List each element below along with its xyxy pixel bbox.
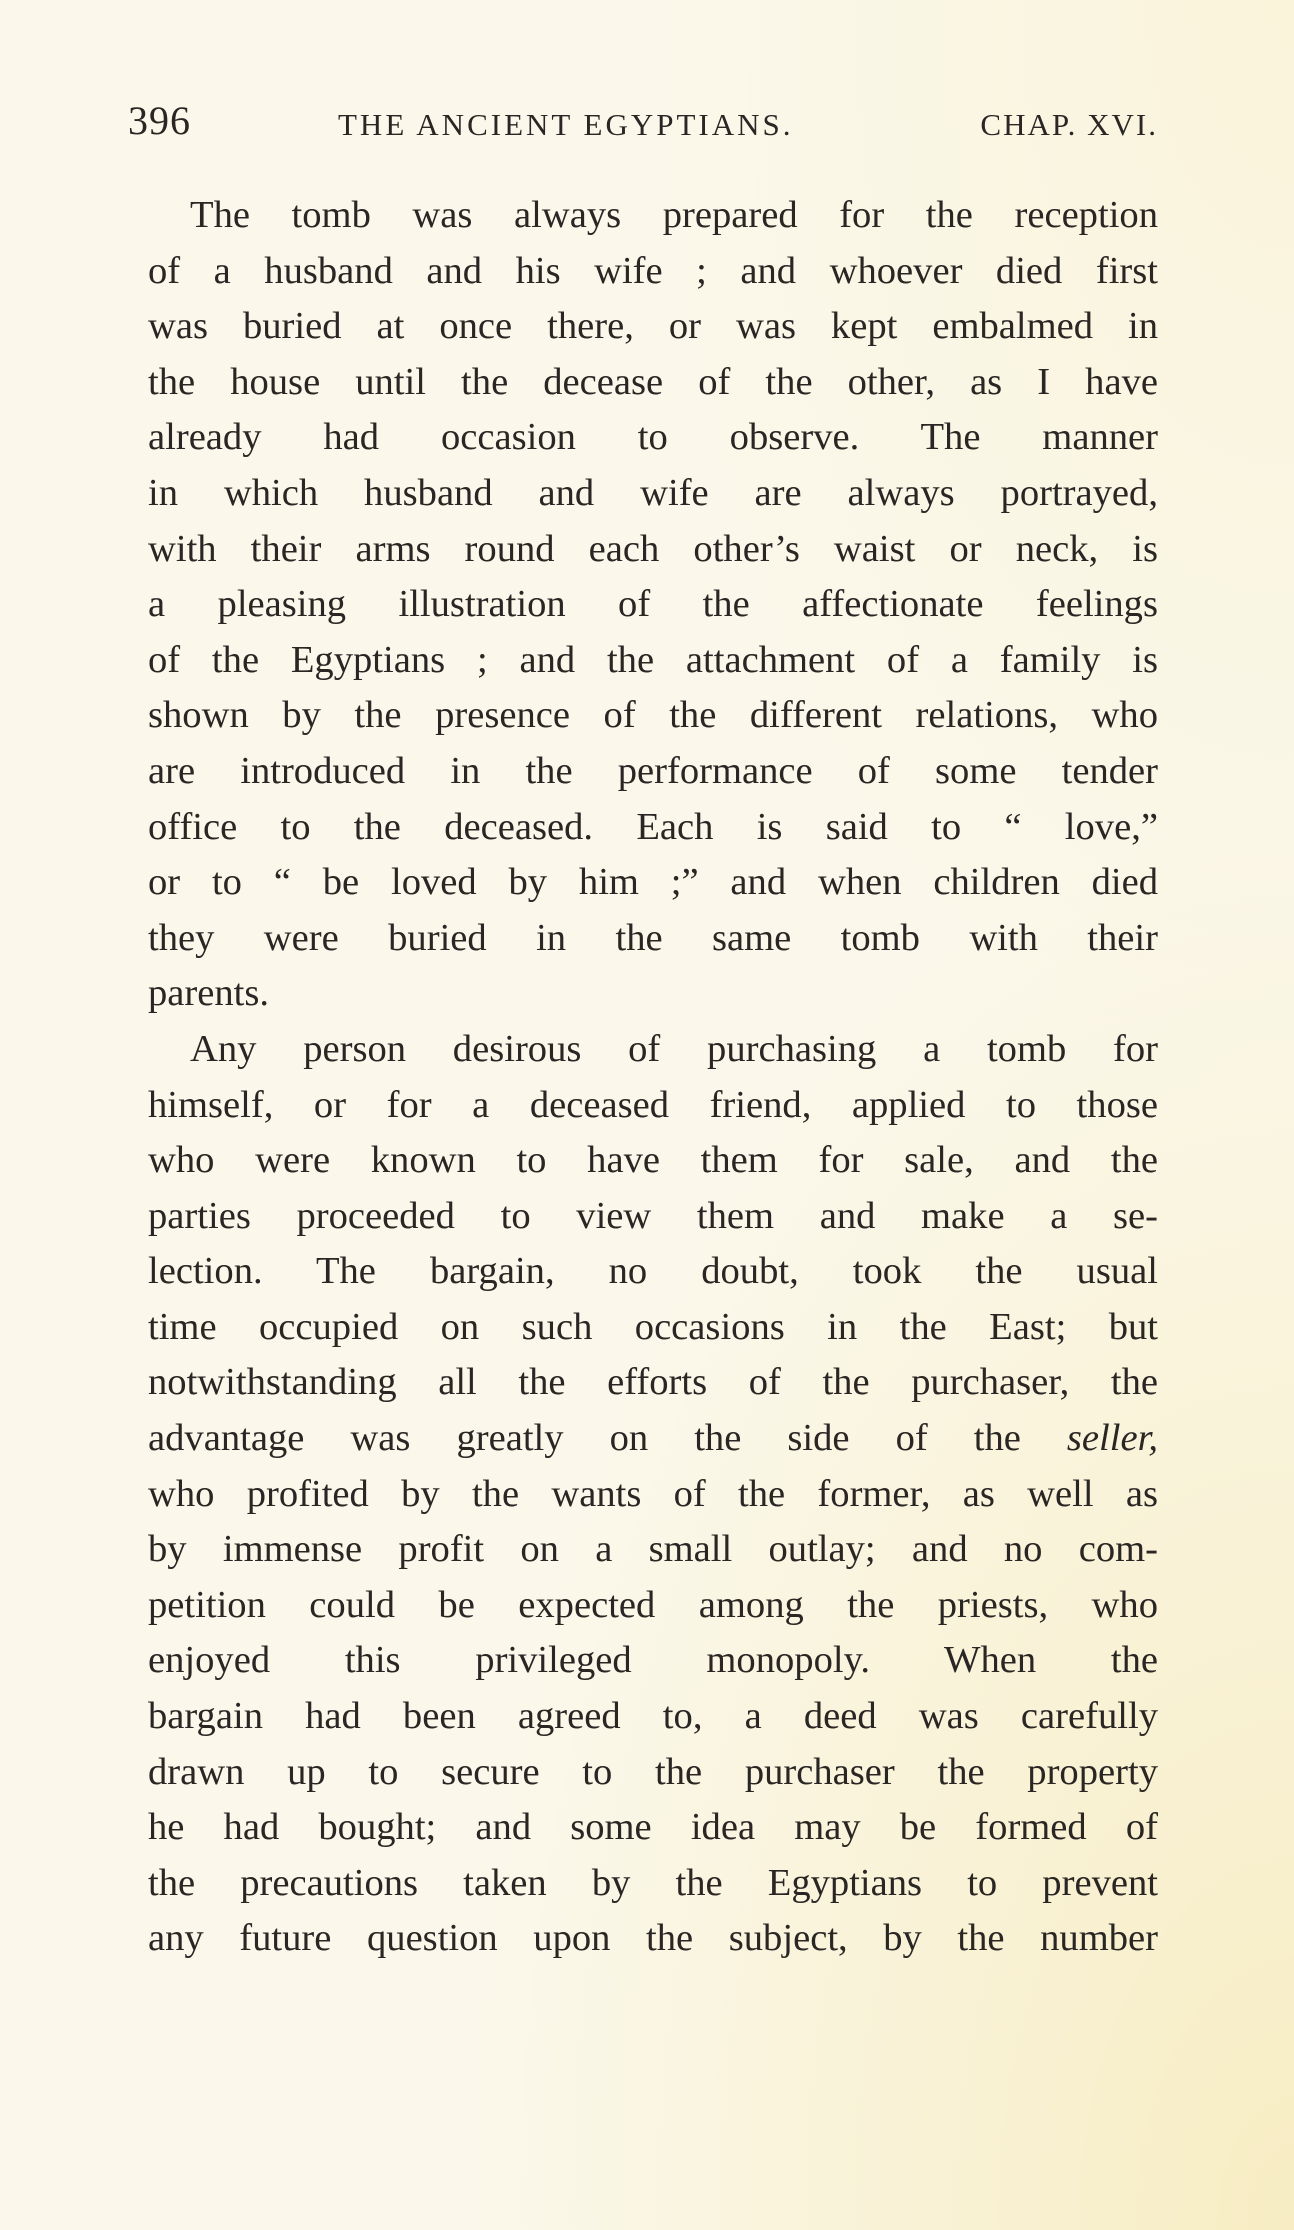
italic-word: seller,	[1066, 1417, 1158, 1460]
text-line: a pleasing illustration of the affectionate feelings	[148, 583, 1158, 626]
text-line: they were buried in the same tomb with their	[148, 916, 1158, 959]
text-line: parties proceeded to view them and make a se-	[148, 1194, 1158, 1237]
text-line: shown by the presence of the different relations, who	[148, 694, 1158, 737]
text-line: the house until the decease of the other, as I have	[148, 360, 1158, 403]
text-line: parents.	[148, 972, 270, 1015]
text-line: of a husband and his wife ; and whoever died first	[148, 249, 1158, 292]
text-line: who profited by the wants of the former, as well as	[148, 1472, 1158, 1515]
text-line-seller	[148, 1411, 1158, 1467]
text-line: office to the deceased. Each is said to “ love,”	[148, 805, 1158, 848]
text-line: any future question upon the subject, by the number	[148, 1917, 1158, 1960]
text-segment: advantage was greatly on the side of the	[148, 1417, 1067, 1460]
running-title: THE ANCIENT EGYPTIANS.	[338, 107, 794, 142]
page-number: 396	[128, 98, 191, 143]
text-line: lection. The bargain, no doubt, took the usual	[148, 1250, 1158, 1293]
text-line: time occupied on such occasions in the East; but	[148, 1305, 1158, 1348]
text-line: who were known to have them for sale, and the	[148, 1139, 1158, 1182]
text-line: notwithstanding all the efforts of the purchaser, the	[148, 1361, 1158, 1404]
text-line: in which husband and wife are always portrayed,	[148, 471, 1158, 514]
text-line: he had bought; and some idea may be formed of	[148, 1806, 1158, 1849]
text-line: with their arms round each other’s waist or neck, is	[148, 527, 1158, 570]
text-line: The tomb was always prepared for the reception	[190, 194, 1158, 236]
text-line: himself, or for a deceased friend, applied to those	[148, 1083, 1158, 1126]
text-line: Any person desirous of purchasing a tomb for	[190, 1027, 1158, 1070]
text-line: of the Egyptians ; and the attachment of a family is	[148, 638, 1158, 681]
text-line: drawn up to secure to the purchaser the property	[148, 1750, 1158, 1793]
text-line: by immense profit on a small outlay; and no com-	[148, 1528, 1158, 1571]
text-line: the precautions taken by the Egyptians to prevent	[148, 1861, 1158, 1904]
text-line: enjoyed this privileged monopoly. When the	[148, 1639, 1158, 1682]
text-line: already had occasion to observe. The manner	[148, 416, 1158, 459]
text-line: was buried at once there, or was kept embalmed in	[148, 305, 1158, 348]
text-line: or to “ be loved by him ;” and when children died	[148, 861, 1158, 904]
chapter-label: CHAP. XVI.	[980, 107, 1158, 142]
paragraph-2	[148, 1022, 1158, 1967]
paragraph-1	[148, 188, 1158, 1022]
text-line: petition could be expected among the priests, who	[148, 1583, 1158, 1626]
body-text	[148, 188, 1158, 1967]
text-line: bargain had been agreed to, a deed was carefully	[148, 1695, 1158, 1738]
text-line: are introduced in the performance of some tender	[148, 749, 1158, 792]
page-header	[128, 97, 1158, 145]
